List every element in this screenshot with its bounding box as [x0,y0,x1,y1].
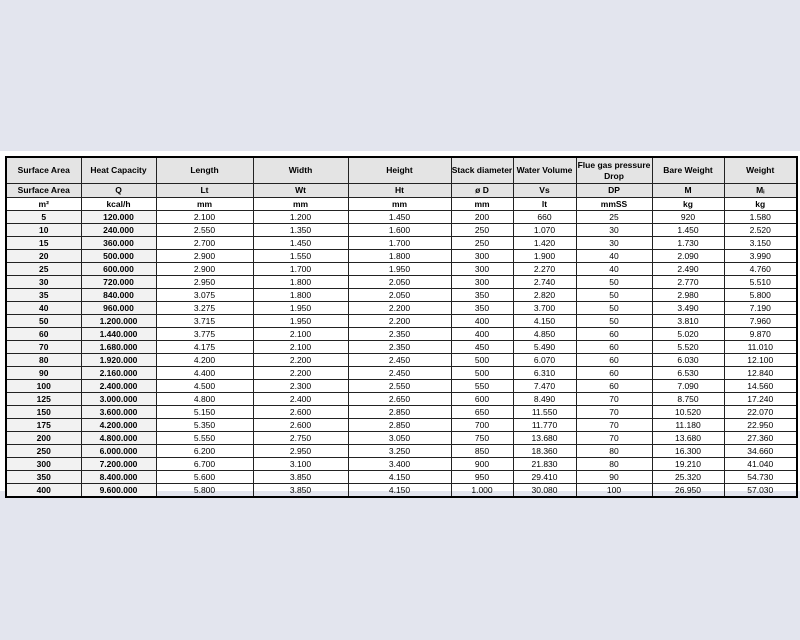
cell-weight: 4.760 [724,263,797,276]
header-heat-capacity: Heat Capacity [81,157,156,184]
cell-height: 4.150 [348,471,451,484]
cell-water-volume: 11.550 [513,406,576,419]
table-row [6,419,797,432]
cell-length: 4.200 [156,354,253,367]
symbol-surface-area: Surface Area [6,184,81,198]
cell-heat-capacity: 3.000.000 [81,393,156,406]
cell-height: 2.350 [348,328,451,341]
cell-bare-weight: 2.770 [652,276,724,289]
table-row [6,315,797,328]
cell-heat-capacity: 3.600.000 [81,406,156,419]
cell-heat-capacity: 4.200.000 [81,419,156,432]
cell-heat-capacity: 1.440.000 [81,328,156,341]
cell-width: 2.100 [253,341,348,354]
cell-stack-diameter: 400 [451,315,513,328]
cell-height: 2.350 [348,341,451,354]
cell-weight: 5.510 [724,276,797,289]
cell-bare-weight: 1.450 [652,224,724,237]
cell-stack-diameter: 400 [451,328,513,341]
table-row [6,445,797,458]
cell-height: 1.950 [348,263,451,276]
symbol-heat-capacity: Q [81,184,156,198]
cell-width: 1.550 [253,250,348,263]
cell-surface-area: 40 [6,302,81,315]
cell-water-volume: 4.150 [513,315,576,328]
cell-height: 2.850 [348,406,451,419]
cell-heat-capacity: 720.000 [81,276,156,289]
cell-pressure-drop: 50 [576,276,652,289]
cell-height: 1.450 [348,211,451,224]
cell-weight: 3.990 [724,250,797,263]
cell-height: 2.550 [348,380,451,393]
cell-height: 2.200 [348,315,451,328]
cell-pressure-drop: 70 [576,432,652,445]
cell-height: 4.150 [348,484,451,498]
cell-stack-diameter: 350 [451,289,513,302]
cell-water-volume: 5.490 [513,341,576,354]
cell-width: 1.800 [253,289,348,302]
cell-weight: 41.040 [724,458,797,471]
cell-width: 2.600 [253,406,348,419]
cell-water-volume: 2.270 [513,263,576,276]
header-row-units [6,198,797,211]
cell-surface-area: 400 [6,484,81,498]
cell-surface-area: 20 [6,250,81,263]
cell-length: 3.275 [156,302,253,315]
cell-height: 2.650 [348,393,451,406]
symbol-stack-diameter: ø D [451,184,513,198]
cell-width: 3.100 [253,458,348,471]
cell-length: 5.600 [156,471,253,484]
header-height: Height [348,157,451,184]
cell-weight: 5.800 [724,289,797,302]
cell-weight: 11.010 [724,341,797,354]
cell-height: 2.050 [348,276,451,289]
cell-width: 2.600 [253,419,348,432]
header-surface-area: Surface Area [6,157,81,184]
cell-stack-diameter: 300 [451,250,513,263]
cell-length: 2.950 [156,276,253,289]
cell-height: 1.800 [348,250,451,263]
cell-weight: 12.840 [724,367,797,380]
cell-surface-area: 100 [6,380,81,393]
cell-length: 2.100 [156,211,253,224]
table-row [6,484,797,498]
cell-bare-weight: 19.210 [652,458,724,471]
cell-stack-diameter: 250 [451,237,513,250]
cell-bare-weight: 10.520 [652,406,724,419]
cell-stack-diameter: 500 [451,367,513,380]
cell-bare-weight: 8.750 [652,393,724,406]
cell-length: 5.150 [156,406,253,419]
cell-stack-diameter: 550 [451,380,513,393]
cell-bare-weight: 1.730 [652,237,724,250]
cell-heat-capacity: 6.000.000 [81,445,156,458]
cell-height: 2.200 [348,302,451,315]
cell-heat-capacity: 500.000 [81,250,156,263]
cell-water-volume: 1.070 [513,224,576,237]
header-width: Width [253,157,348,184]
header-weight: Weight [724,157,797,184]
cell-water-volume: 1.420 [513,237,576,250]
cell-surface-area: 150 [6,406,81,419]
cell-bare-weight: 7.090 [652,380,724,393]
cell-water-volume: 29.410 [513,471,576,484]
cell-weight: 27.360 [724,432,797,445]
cell-stack-diameter: 1.000 [451,484,513,498]
cell-bare-weight: 26.950 [652,484,724,498]
table-row [6,328,797,341]
cell-heat-capacity: 1.920.000 [81,354,156,367]
cell-surface-area: 250 [6,445,81,458]
cell-bare-weight: 920 [652,211,724,224]
symbol-water-volume: Vs [513,184,576,198]
cell-surface-area: 175 [6,419,81,432]
cell-stack-diameter: 650 [451,406,513,419]
table-row [6,458,797,471]
table-row [6,354,797,367]
cell-water-volume: 18.360 [513,445,576,458]
cell-width: 2.200 [253,367,348,380]
cell-pressure-drop: 70 [576,406,652,419]
cell-bare-weight: 3.490 [652,302,724,315]
cell-surface-area: 90 [6,367,81,380]
cell-bare-weight: 6.530 [652,367,724,380]
cell-bare-weight: 2.090 [652,250,724,263]
cell-water-volume: 3.700 [513,302,576,315]
cell-height: 3.250 [348,445,451,458]
cell-weight: 9.870 [724,328,797,341]
cell-width: 1.200 [253,211,348,224]
cell-pressure-drop: 25 [576,211,652,224]
cell-length: 2.550 [156,224,253,237]
cell-width: 1.450 [253,237,348,250]
cell-heat-capacity: 8.400.000 [81,471,156,484]
cell-surface-area: 125 [6,393,81,406]
cell-height: 2.850 [348,419,451,432]
cell-heat-capacity: 360.000 [81,237,156,250]
cell-weight: 54.730 [724,471,797,484]
cell-width: 1.950 [253,315,348,328]
table-row [6,393,797,406]
symbol-weight: Mᵢ [724,184,797,198]
cell-weight: 12.100 [724,354,797,367]
unit-height: mm [348,198,451,211]
cell-pressure-drop: 70 [576,393,652,406]
cell-bare-weight: 2.980 [652,289,724,302]
cell-heat-capacity: 240.000 [81,224,156,237]
cell-water-volume: 7.470 [513,380,576,393]
table-row [6,224,797,237]
cell-bare-weight: 5.520 [652,341,724,354]
cell-weight: 7.960 [724,315,797,328]
cell-water-volume: 660 [513,211,576,224]
cell-pressure-drop: 100 [576,484,652,498]
cell-length: 2.700 [156,237,253,250]
cell-water-volume: 30.080 [513,484,576,498]
cell-length: 4.500 [156,380,253,393]
cell-water-volume: 2.740 [513,276,576,289]
cell-width: 1.700 [253,263,348,276]
cell-surface-area: 80 [6,354,81,367]
cell-surface-area: 15 [6,237,81,250]
cell-width: 1.350 [253,224,348,237]
unit-weight: kg [724,198,797,211]
cell-water-volume: 21.830 [513,458,576,471]
cell-length: 6.700 [156,458,253,471]
cell-surface-area: 60 [6,328,81,341]
cell-water-volume: 2.820 [513,289,576,302]
cell-stack-diameter: 750 [451,432,513,445]
cell-stack-diameter: 300 [451,276,513,289]
cell-length: 4.175 [156,341,253,354]
cell-water-volume: 4.850 [513,328,576,341]
table-row [6,367,797,380]
cell-surface-area: 25 [6,263,81,276]
cell-width: 2.300 [253,380,348,393]
cell-pressure-drop: 30 [576,237,652,250]
cell-weight: 2.520 [724,224,797,237]
specification-table [5,156,798,498]
cell-heat-capacity: 2.160.000 [81,367,156,380]
table-body [6,211,797,498]
spec-sheet [0,151,800,495]
cell-water-volume: 6.310 [513,367,576,380]
cell-width: 3.850 [253,484,348,498]
header-row-labels [6,157,797,184]
cell-water-volume: 6.070 [513,354,576,367]
cell-weight: 7.190 [724,302,797,315]
cell-pressure-drop: 50 [576,289,652,302]
cell-bare-weight: 16.300 [652,445,724,458]
header-row-symbols [6,184,797,198]
cell-height: 2.050 [348,289,451,302]
unit-heat-capacity: kcal/h [81,198,156,211]
cell-height: 1.600 [348,224,451,237]
table-row [6,237,797,250]
table-row [6,302,797,315]
table-row [6,263,797,276]
cell-water-volume: 13.680 [513,432,576,445]
header-flue-gas-pressure-drop: Flue gas pressure Drop [576,157,652,184]
cell-width: 1.950 [253,302,348,315]
cell-pressure-drop: 60 [576,367,652,380]
cell-heat-capacity: 600.000 [81,263,156,276]
header-stack-diameter: Stack diameter [451,157,513,184]
header-water-volume: Water Volume [513,157,576,184]
cell-stack-diameter: 500 [451,354,513,367]
cell-length: 5.800 [156,484,253,498]
cell-stack-diameter: 200 [451,211,513,224]
table-row [6,250,797,263]
table-row [6,211,797,224]
cell-height: 2.450 [348,354,451,367]
cell-pressure-drop: 60 [576,354,652,367]
unit-water-volume: lt [513,198,576,211]
cell-length: 6.200 [156,445,253,458]
cell-length: 3.715 [156,315,253,328]
cell-stack-diameter: 600 [451,393,513,406]
cell-length: 3.075 [156,289,253,302]
cell-bare-weight: 3.810 [652,315,724,328]
unit-pressure-drop: mmSS [576,198,652,211]
cell-width: 2.750 [253,432,348,445]
table-row [6,432,797,445]
symbol-height: Ht [348,184,451,198]
cell-stack-diameter: 450 [451,341,513,354]
cell-weight: 14.560 [724,380,797,393]
cell-weight: 57.030 [724,484,797,498]
cell-weight: 17.240 [724,393,797,406]
cell-surface-area: 200 [6,432,81,445]
table-row [6,289,797,302]
cell-bare-weight: 11.180 [652,419,724,432]
unit-stack-diameter: mm [451,198,513,211]
cell-width: 2.950 [253,445,348,458]
cell-surface-area: 70 [6,341,81,354]
cell-stack-diameter: 950 [451,471,513,484]
cell-width: 3.850 [253,471,348,484]
cell-stack-diameter: 700 [451,419,513,432]
table-row [6,276,797,289]
cell-heat-capacity: 1.680.000 [81,341,156,354]
cell-width: 2.200 [253,354,348,367]
cell-surface-area: 35 [6,289,81,302]
cell-pressure-drop: 40 [576,250,652,263]
table-row [6,471,797,484]
cell-pressure-drop: 30 [576,224,652,237]
cell-heat-capacity: 9.600.000 [81,484,156,498]
cell-bare-weight: 6.030 [652,354,724,367]
symbol-width: Wt [253,184,348,198]
cell-pressure-drop: 80 [576,458,652,471]
cell-water-volume: 8.490 [513,393,576,406]
cell-surface-area: 300 [6,458,81,471]
cell-bare-weight: 25.320 [652,471,724,484]
cell-surface-area: 350 [6,471,81,484]
header-length: Length [156,157,253,184]
cell-heat-capacity: 7.200.000 [81,458,156,471]
cell-surface-area: 10 [6,224,81,237]
cell-height: 2.450 [348,367,451,380]
symbol-bare-weight: M [652,184,724,198]
cell-pressure-drop: 40 [576,263,652,276]
cell-length: 4.400 [156,367,253,380]
header-bare-weight: Bare Weight [652,157,724,184]
cell-bare-weight: 2.490 [652,263,724,276]
cell-weight: 1.580 [724,211,797,224]
cell-bare-weight: 13.680 [652,432,724,445]
cell-stack-diameter: 850 [451,445,513,458]
cell-pressure-drop: 90 [576,471,652,484]
cell-length: 4.800 [156,393,253,406]
cell-heat-capacity: 1.200.000 [81,315,156,328]
cell-heat-capacity: 840.000 [81,289,156,302]
cell-heat-capacity: 4.800.000 [81,432,156,445]
symbol-pressure-drop: DP [576,184,652,198]
cell-height: 1.700 [348,237,451,250]
cell-heat-capacity: 2.400.000 [81,380,156,393]
cell-length: 5.350 [156,419,253,432]
unit-surface-area: m² [6,198,81,211]
cell-weight: 22.950 [724,419,797,432]
cell-surface-area: 30 [6,276,81,289]
cell-pressure-drop: 60 [576,380,652,393]
cell-width: 2.100 [253,328,348,341]
cell-height: 3.050 [348,432,451,445]
cell-weight: 3.150 [724,237,797,250]
cell-surface-area: 50 [6,315,81,328]
table-row [6,341,797,354]
cell-water-volume: 11.770 [513,419,576,432]
cell-width: 2.400 [253,393,348,406]
cell-pressure-drop: 60 [576,328,652,341]
symbol-length: Lt [156,184,253,198]
cell-stack-diameter: 250 [451,224,513,237]
cell-heat-capacity: 960.000 [81,302,156,315]
cell-length: 2.900 [156,263,253,276]
table-row [6,380,797,393]
cell-surface-area: 5 [6,211,81,224]
unit-length: mm [156,198,253,211]
cell-length: 3.775 [156,328,253,341]
cell-heat-capacity: 120.000 [81,211,156,224]
cell-length: 5.550 [156,432,253,445]
cell-pressure-drop: 50 [576,302,652,315]
cell-length: 2.900 [156,250,253,263]
cell-weight: 22.070 [724,406,797,419]
cell-stack-diameter: 900 [451,458,513,471]
cell-stack-diameter: 350 [451,302,513,315]
cell-pressure-drop: 50 [576,315,652,328]
unit-bare-weight: kg [652,198,724,211]
table-row [6,406,797,419]
cell-height: 3.400 [348,458,451,471]
cell-pressure-drop: 60 [576,341,652,354]
cell-width: 1.800 [253,276,348,289]
cell-weight: 34.660 [724,445,797,458]
cell-bare-weight: 5.020 [652,328,724,341]
cell-pressure-drop: 70 [576,419,652,432]
unit-width: mm [253,198,348,211]
cell-water-volume: 1.900 [513,250,576,263]
cell-pressure-drop: 80 [576,445,652,458]
cell-stack-diameter: 300 [451,263,513,276]
